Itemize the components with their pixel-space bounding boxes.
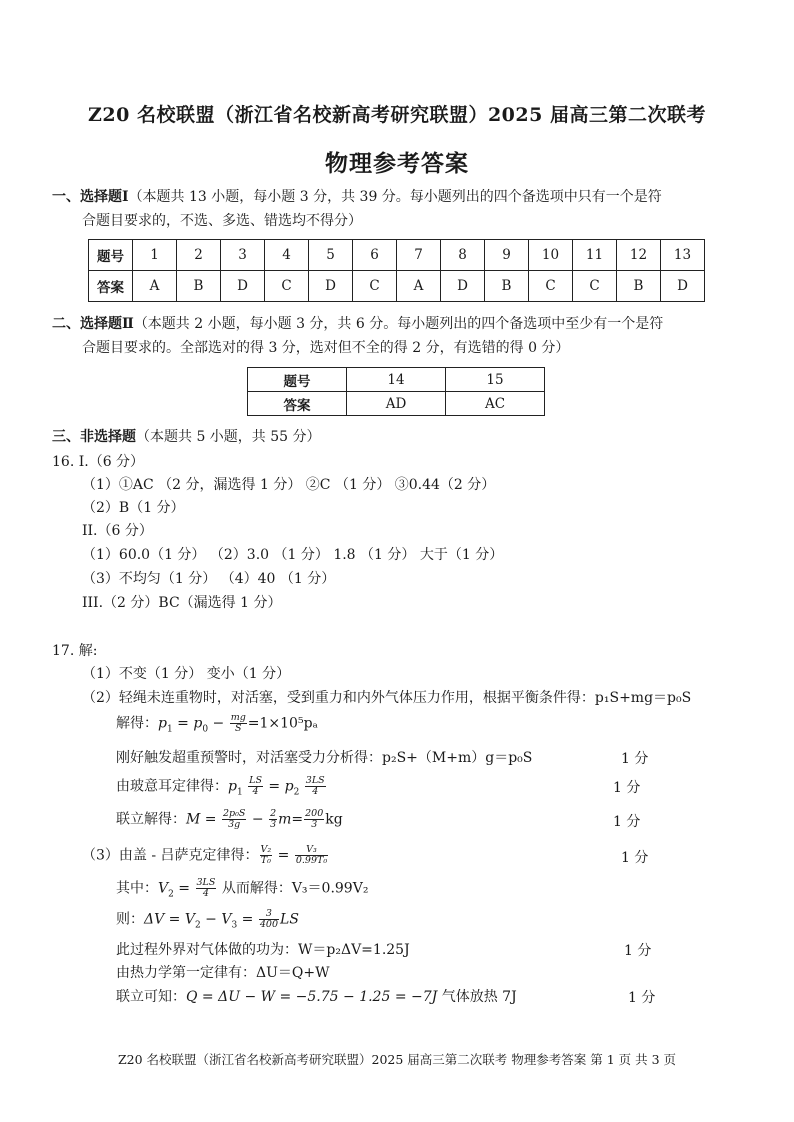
document-subtitle: 物理参考答案 [325, 150, 469, 177]
score-label: 1 分 [613, 780, 641, 796]
question-number-cell: 5 [309, 240, 353, 271]
score-label: 1 分 [628, 990, 656, 1006]
answer-cell: D [221, 271, 265, 302]
q17-boyle-law: 由玻意耳定律得：$p_1$ $\frac{LS}{4}$ = $p_2$ $\frac{3LS}{4}$ [116, 775, 325, 798]
section1-answer-table [88, 239, 705, 302]
score-label: 1 分 [621, 850, 649, 866]
score-label: 1 分 [613, 814, 641, 830]
q17-v2-expression: 其中：$V_2$ = $\frac{3LS}{4}$ 从而解得：V₃＝0.99V₂ [116, 877, 369, 900]
answer-cell: C [353, 271, 397, 302]
table-row-answers [89, 271, 705, 302]
q17-gay-lussac-law: （3）由盖 - 吕萨克定律得： $\frac{\text{V₂}}{\text{T₀}}$ = $\frac{\text{V₃}}{\text{0.99T₀}}$ [82, 844, 328, 866]
section2-label: 二、选择题Ⅱ [52, 316, 134, 332]
question-number-cell: 7 [397, 240, 441, 271]
q17-first-law: 由热力学第一定律有：ΔU＝Q+W [116, 965, 330, 981]
table-row-questions [89, 240, 705, 271]
section2-heading [52, 314, 663, 334]
answer-cell: C [529, 271, 573, 302]
question-number-cell: 12 [617, 240, 661, 271]
question-number-cell: 10 [529, 240, 573, 271]
q17-part1: （1）不变（1 分） 变小（1 分） [82, 666, 291, 682]
question-number-cell: 3 [221, 240, 265, 271]
page-footer: Z20 名校联盟（浙江省名校新高考研究联盟）2025 届高三第二次联考 物理参考答案 第 1 页 共 3 页 [117, 1052, 677, 1067]
score-label: 1 分 [624, 943, 652, 959]
question-number-cell: 11 [573, 240, 617, 271]
q16-section-iii: III.（2 分）BC（漏选得 1 分） [82, 595, 282, 611]
answer-cell: D [661, 271, 705, 302]
answer-cell: B [617, 271, 661, 302]
row-header-question: 题号 [248, 368, 347, 392]
table-row-questions [248, 368, 545, 392]
row-header-answer: 答案 [248, 392, 347, 416]
answer-cell: D [309, 271, 353, 302]
q17-solve-p1: 解得：$p_1 = p_0$ − $\frac{mg}{S}$ =1×10⁵pₐ [116, 712, 318, 735]
q17-delta-v: 则：$\Delta V = V_2 - V_3$ = $\frac{3}{400}$ LS [116, 908, 299, 931]
q17-part2-intro: （2）轻绳未连重物时，对活塞，受到重力和内外气体压力作用，根据平衡条件得：p₁S+mg＝p₀S [82, 690, 692, 706]
section2-desc-line2: 合题目要求的。全部选对的得 3 分，选对但不全的得 2 分，有选错的得 0 分） [82, 340, 570, 356]
q16-section-ii: II.（6 分） [82, 523, 153, 539]
q17-heat-result: 联立可知：Q = ΔU − W = −5.75 − 1.25 = −7J 气体放热 7J [116, 989, 517, 1005]
question-number-cell: 6 [353, 240, 397, 271]
answer-cell: D [441, 271, 485, 302]
section1-desc-line1: （本题共 13 小题，每小题 3 分，共 39 分。每小题列出的四个备选项中只有一个是符 [128, 189, 662, 205]
question-number-cell: 14 [347, 368, 446, 392]
q17-overweight-analysis: 刚好触发超重预警时，对活塞受力分析得：p₂S+（M+m）g＝p₀S [116, 750, 533, 766]
q16-header: 16. I.（6 分） [52, 454, 145, 470]
answer-cell: A [133, 271, 177, 302]
answer-cell: AC [446, 392, 545, 416]
row-header-question: 题号 [89, 240, 133, 271]
row-header-answer: 答案 [89, 271, 133, 302]
score-label: 1 分 [621, 751, 649, 767]
answer-cell: C [265, 271, 309, 302]
section2-answer-table [247, 367, 545, 416]
question-number-cell: 15 [446, 368, 545, 392]
q17-header: 17. 解: [52, 643, 98, 659]
q16-part2: （2）B（1 分） [82, 500, 185, 516]
section3-desc: （本题共 5 小题，共 55 分） [136, 429, 321, 445]
section3-heading [52, 427, 321, 447]
answer-cell: A [397, 271, 441, 302]
section1-label: 一、选择题Ⅰ [52, 189, 129, 205]
q17-work-done: 此过程外界对气体做的功为：W＝p₂ΔV=1.25J [116, 942, 410, 958]
question-number-cell: 1 [133, 240, 177, 271]
q16-part1: （1）①AC （2 分，漏选得 1 分） ②C （1 分） ③0.44（2 分） [82, 477, 496, 493]
question-number-cell: 2 [177, 240, 221, 271]
question-number-cell: 8 [441, 240, 485, 271]
answer-cell: AD [347, 392, 446, 416]
section1-desc-line2: 合题目要求的，不选、多选、错选均不得分） [82, 213, 362, 229]
question-number-cell: 4 [265, 240, 309, 271]
question-number-cell: 13 [661, 240, 705, 271]
q16-ii-part1: （1）60.0（1 分） （2）3.0 （1 分） 1.8 （1 分） 大于（1 分） [82, 547, 504, 563]
answer-cell: B [177, 271, 221, 302]
section3-label: 三、非选择题 [52, 429, 136, 445]
fraction-mg-over-s: $\frac{mg}{S}$ [230, 712, 246, 734]
table-row-answers [248, 392, 545, 416]
section1-heading [52, 187, 662, 207]
answer-cell: C [573, 271, 617, 302]
answer-cell: B [485, 271, 529, 302]
q17-solve-mass: 联立解得：M = $\frac{\text{2p₀S}}{3g}$ − $\frac{2}{3}$ m= $\frac{200}{3}$ kg [116, 808, 343, 830]
question-number-cell: 9 [485, 240, 529, 271]
section2-desc-line1: （本题共 2 小题，每小题 3 分，共 6 分。每小题列出的四个备选项中至少有一个是符 [133, 316, 664, 332]
document-title: Z20 名校联盟（浙江省名校新高考研究联盟）2025 届高三第二次联考 [88, 104, 706, 126]
q16-ii-part3: （3）不均匀（1 分） （4）40 （1 分） [82, 571, 336, 587]
